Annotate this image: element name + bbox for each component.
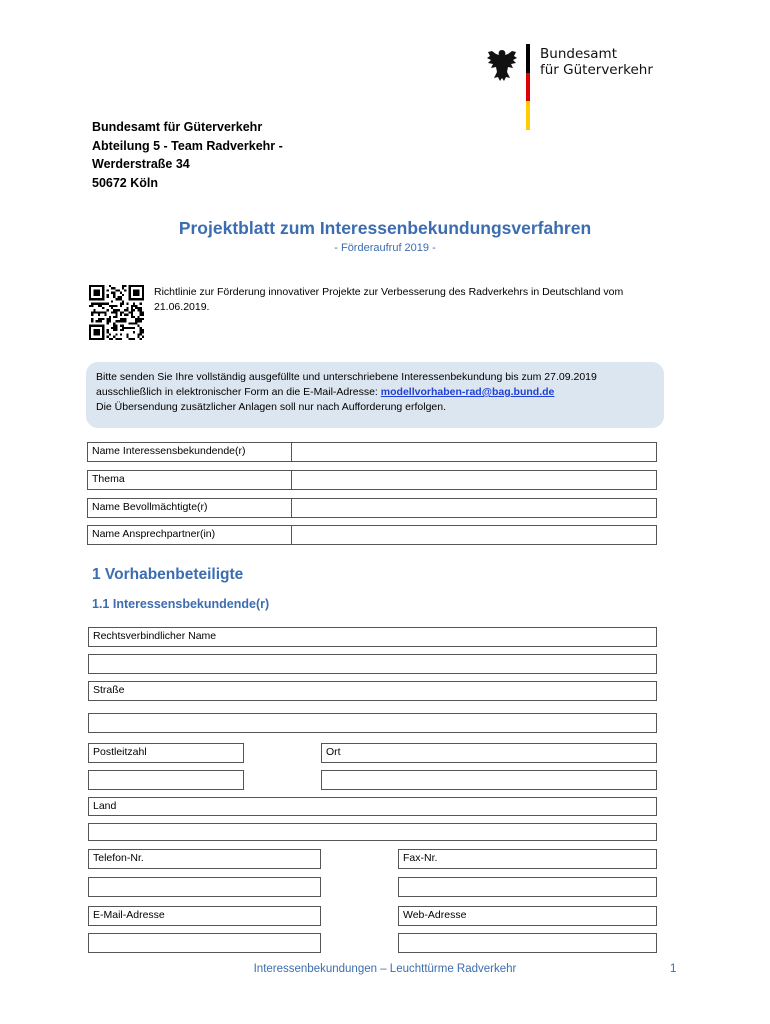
qr-code-icon (89, 285, 144, 340)
country-input[interactable] (88, 823, 657, 841)
field-label-street: Straße (88, 681, 657, 701)
notice-line: Die Übersendung zusätzlicher Anlagen soll nur nach Aufforderung erfolgen. (96, 401, 447, 413)
field-label-country: Land (88, 797, 657, 816)
notice-line: Bitte senden Sie Ihre vollständig ausgefüllte und unterschriebene Interessenbekundung bis zum 27.09.2019 (96, 371, 597, 383)
notice-text: ausschließlich in elektronischer Form an die E-Mail-Adresse: (96, 386, 381, 398)
document-title: Projektblatt zum Interessenbekundungsverfahren (178, 218, 592, 238)
fax-input[interactable] (398, 877, 657, 897)
field-label-phone: Telefon-Nr. (88, 849, 321, 869)
summary-input-contact[interactable] (291, 525, 657, 545)
field-label-legal-name: Rechtsverbindlicher Name (88, 627, 657, 647)
email-input[interactable] (88, 933, 321, 953)
address-line: 50672 Köln (92, 175, 159, 190)
summary-label: Name Ansprechpartner(in) (87, 525, 292, 545)
section-heading: 1 Vorhabenbeteiligte (92, 566, 244, 583)
zip-input[interactable] (88, 770, 244, 790)
page-footer: Interessenbekundungen – Leuchttürme Radverkehr (253, 963, 517, 975)
summary-label: Thema (87, 470, 292, 490)
field-label-zip: Postleitzahl (88, 743, 244, 763)
summary-input-applicant[interactable] (291, 442, 657, 462)
subsection-heading: 1.1 Interessensbekundende(r) (92, 597, 270, 611)
legal-name-input[interactable] (88, 654, 657, 674)
address-line: Abteilung 5 - Team Radverkehr - (92, 138, 283, 153)
page-number: 1 (670, 963, 677, 975)
german-flag-bar (526, 44, 530, 130)
agency-logo (486, 44, 656, 132)
flag-stripe-red (526, 73, 530, 102)
address-line: Bundesamt für Güterverkehr (92, 120, 263, 134)
submission-notice (86, 362, 664, 428)
agency-name (540, 46, 653, 78)
federal-eagle-icon (486, 48, 518, 84)
recipient-address (92, 118, 283, 192)
flag-stripe-black (526, 44, 530, 73)
phone-input[interactable] (88, 877, 321, 897)
summary-label: Name Bevollmächtigte(r) (87, 498, 292, 518)
summary-input-topic[interactable] (291, 470, 657, 490)
flag-stripe-gold (526, 101, 530, 130)
guideline-reference: Richtlinie zur Förderung innovativer Projekte zur Verbesserung des Radverkehrs in Deutschland vom 21.06.2019. (154, 286, 624, 313)
address-line: Werderstraße 34 (92, 157, 190, 171)
field-label-web: Web-Adresse (398, 906, 657, 926)
city-input[interactable] (321, 770, 657, 790)
agency-name-line: Bundesamt (540, 46, 617, 62)
field-label-city: Ort (321, 743, 657, 763)
agency-name-line: für Güterverkehr (540, 62, 653, 78)
web-input[interactable] (398, 933, 657, 953)
summary-label: Name Interessensbekundende(r) (87, 442, 292, 462)
document-subtitle: - Förderaufruf 2019 - (334, 242, 436, 254)
notice-line (96, 385, 654, 400)
email-link[interactable]: modellvorhaben-rad@bag.bund.de (380, 386, 555, 398)
street-input[interactable] (88, 713, 657, 733)
field-label-email: E-Mail-Adresse (88, 906, 321, 926)
summary-input-authorized[interactable] (291, 498, 657, 518)
field-label-fax: Fax-Nr. (398, 849, 657, 869)
